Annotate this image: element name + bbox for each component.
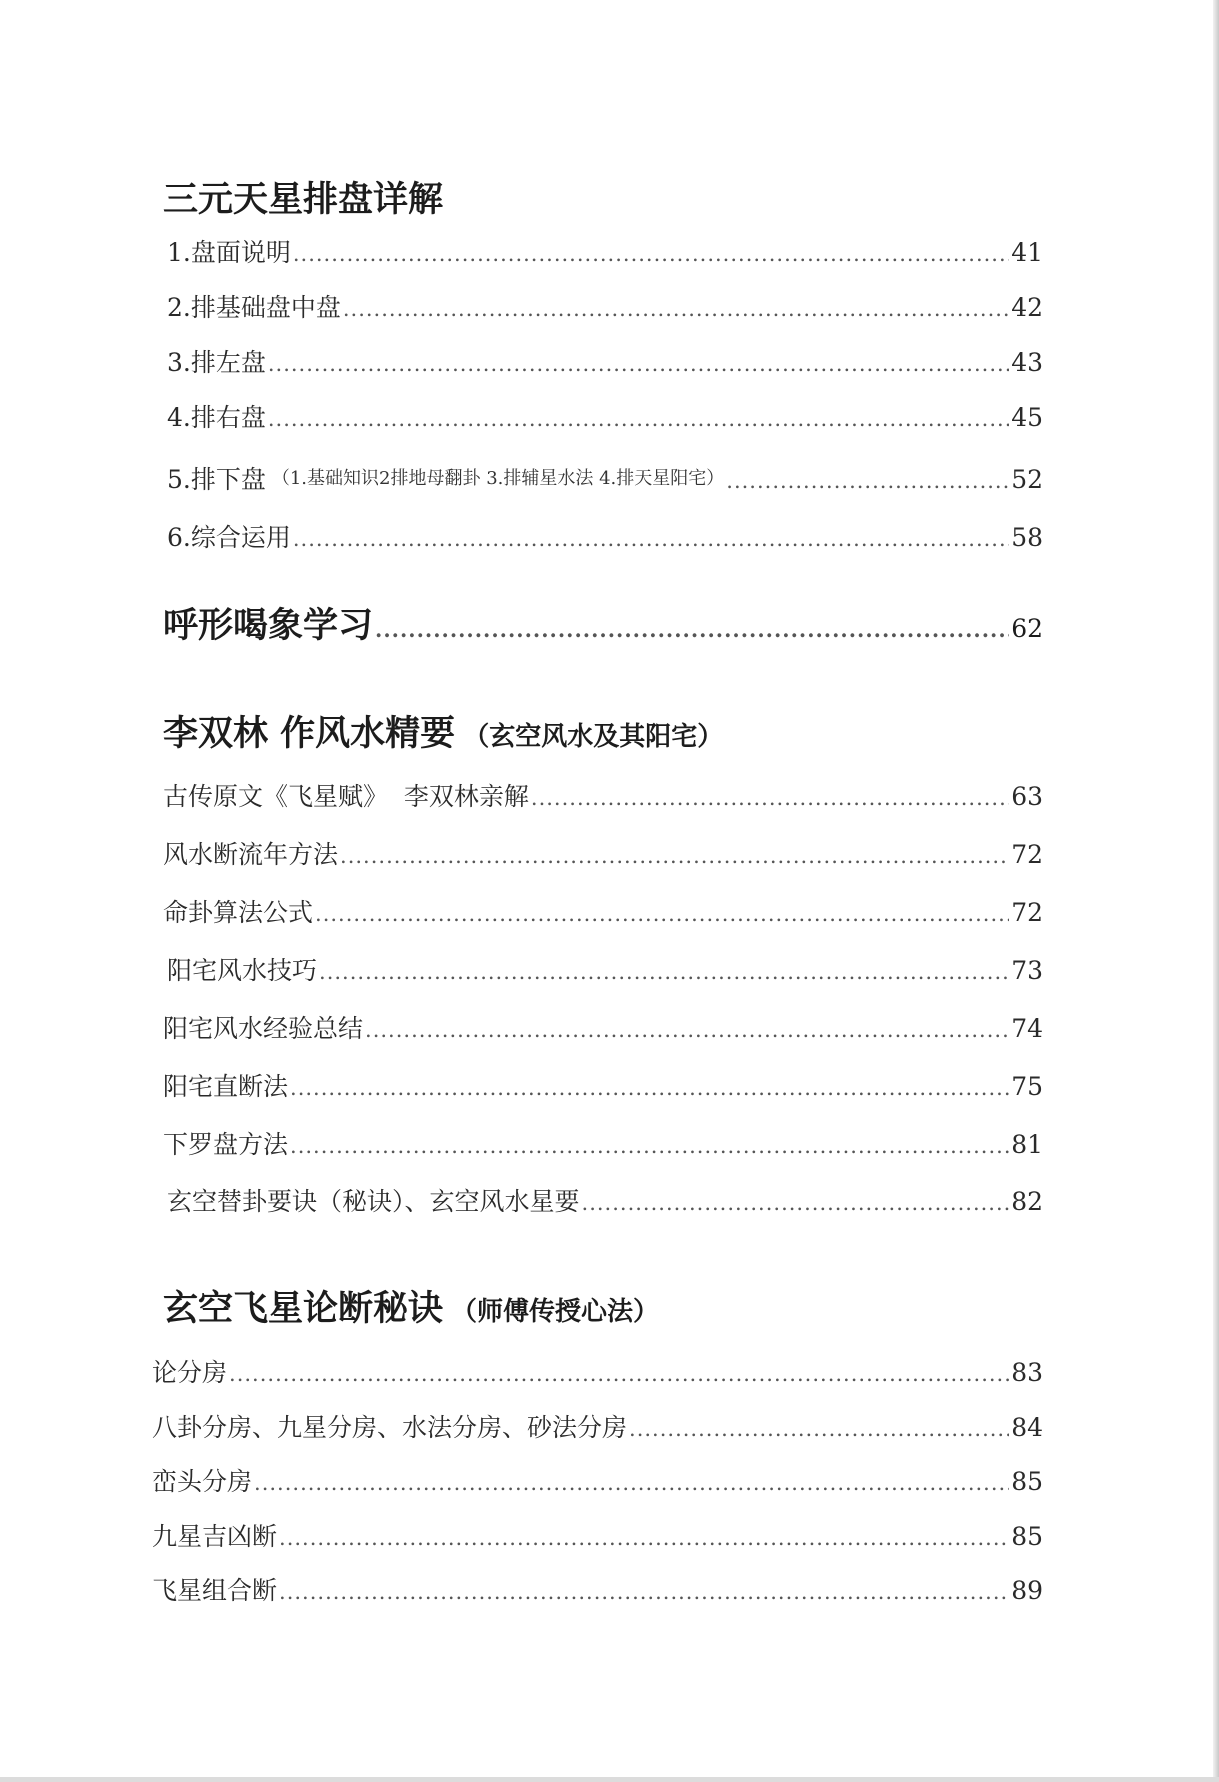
dot-leader <box>365 1018 1009 1042</box>
dot-leader <box>268 352 1009 376</box>
entry-label: 论分房 <box>152 1358 228 1387</box>
toc-entry[interactable] <box>163 777 1043 813</box>
section-title: 三元天星排盘详解 <box>163 179 444 220</box>
toc-entry[interactable] <box>167 951 1043 987</box>
toc-entry[interactable] <box>152 1408 1043 1444</box>
dot-leader <box>229 1362 1009 1386</box>
toc-entry[interactable] <box>163 1009 1043 1045</box>
page-number: 85 <box>1011 1522 1043 1551</box>
toc-entry[interactable] <box>163 893 1043 929</box>
dot-leader <box>290 1076 1009 1100</box>
section-heading <box>163 706 723 756</box>
page-number: 42 <box>1011 293 1043 322</box>
toc-entry[interactable] <box>152 1353 1043 1389</box>
section-heading <box>163 172 443 222</box>
dot-leader <box>726 469 1009 493</box>
toc-entry[interactable] <box>167 288 1043 324</box>
toc-entry[interactable] <box>163 1067 1043 1103</box>
entry-label: 2.排基础盘中盘 <box>167 293 341 322</box>
entry-label: 命卦算法公式 <box>163 898 314 927</box>
dot-leader <box>268 407 1009 431</box>
section-title: 呼形喝象学习 <box>163 605 374 646</box>
page-number: 58 <box>1011 523 1043 552</box>
page-number: 63 <box>1011 782 1043 811</box>
page-number: 72 <box>1011 898 1043 927</box>
dot-leader <box>293 527 1009 551</box>
toc-entry[interactable] <box>167 518 1043 554</box>
dot-leader <box>279 1526 1009 1550</box>
dot-leader <box>629 1417 1009 1441</box>
section-subtitle: （玄空风水及其阳宅） <box>463 722 724 752</box>
dot-leader <box>340 844 1009 868</box>
toc-entry[interactable] <box>167 398 1043 434</box>
entry-label: 阳宅风水技巧 <box>167 956 318 985</box>
entry-label: 4.排右盘 <box>167 403 266 432</box>
page-number: 52 <box>1011 465 1043 494</box>
page-number: 82 <box>1011 1187 1043 1216</box>
page-number: 41 <box>1011 238 1043 267</box>
entry-label: 6.综合运用 <box>167 523 291 552</box>
entry-label: 古传原文《飞星赋》 李双林亲解 <box>163 782 529 811</box>
page-number: 73 <box>1011 956 1043 985</box>
toc-entry[interactable] <box>163 1125 1043 1161</box>
toc-entry[interactable] <box>163 835 1043 871</box>
entry-label: 九星吉凶断 <box>152 1522 278 1551</box>
toc-section-entry[interactable] <box>163 598 1043 648</box>
page-number: 43 <box>1011 348 1043 377</box>
page-number: 84 <box>1011 1413 1043 1442</box>
entry-label: 阳宅直断法 <box>163 1072 289 1101</box>
toc-entry[interactable] <box>167 1182 1043 1218</box>
toc-entry[interactable] <box>167 460 1043 496</box>
entry-label: 峦头分房 <box>152 1467 253 1496</box>
entry-label: 飞星组合断 <box>152 1576 278 1605</box>
entry-label: 阳宅风水经验总结 <box>163 1014 364 1043</box>
entry-label: 5.排下盘 <box>167 465 266 494</box>
toc-entry[interactable] <box>152 1571 1043 1607</box>
toc-entry[interactable] <box>152 1517 1043 1553</box>
page-number: 85 <box>1011 1467 1043 1496</box>
section-title: 玄空飞星论断秘诀 <box>163 1288 444 1329</box>
entry-label: 风水断流年方法 <box>163 840 339 869</box>
page-number: 75 <box>1011 1072 1043 1101</box>
dot-leader <box>319 960 1009 984</box>
page-number: 62 <box>1011 614 1043 643</box>
entry-note: （1.基础知识2排地母翻卦 3.排辅星水法 4.排天星阳宅） <box>271 468 725 489</box>
toc-entry[interactable] <box>152 1462 1043 1498</box>
section-subtitle: （师傅传授心法） <box>451 1297 660 1327</box>
page-number: 83 <box>1011 1358 1043 1387</box>
dot-leader <box>582 1191 1010 1215</box>
dot-leader <box>290 1134 1009 1158</box>
toc-entry[interactable] <box>167 233 1043 269</box>
page-number: 89 <box>1011 1576 1043 1605</box>
dot-leader <box>293 242 1009 266</box>
entry-label: 下罗盘方法 <box>163 1130 289 1159</box>
dot-leader <box>343 297 1009 321</box>
page-bottom-edge <box>0 1777 1219 1782</box>
page-number: 72 <box>1011 840 1043 869</box>
page-edge-shadow <box>1213 0 1219 1782</box>
dot-leader <box>375 617 1009 642</box>
dot-leader <box>254 1471 1009 1495</box>
section-heading <box>163 1281 659 1331</box>
page-number: 74 <box>1011 1014 1043 1043</box>
toc-entry[interactable] <box>167 343 1043 379</box>
page-number: 81 <box>1011 1130 1043 1159</box>
dot-leader <box>315 902 1009 926</box>
dot-leader <box>279 1580 1009 1604</box>
entry-label: 八卦分房、九星分房、水法分房、砂法分房 <box>152 1413 628 1442</box>
dot-leader <box>531 786 1009 810</box>
entry-label: 3.排左盘 <box>167 348 266 377</box>
page-number: 45 <box>1011 403 1043 432</box>
entry-label: 1.盘面说明 <box>167 238 291 267</box>
entry-label: 玄空替卦要诀（秘诀）、玄空风水星要 <box>167 1187 580 1216</box>
section-title: 李双林 作风水精要 <box>163 713 456 754</box>
